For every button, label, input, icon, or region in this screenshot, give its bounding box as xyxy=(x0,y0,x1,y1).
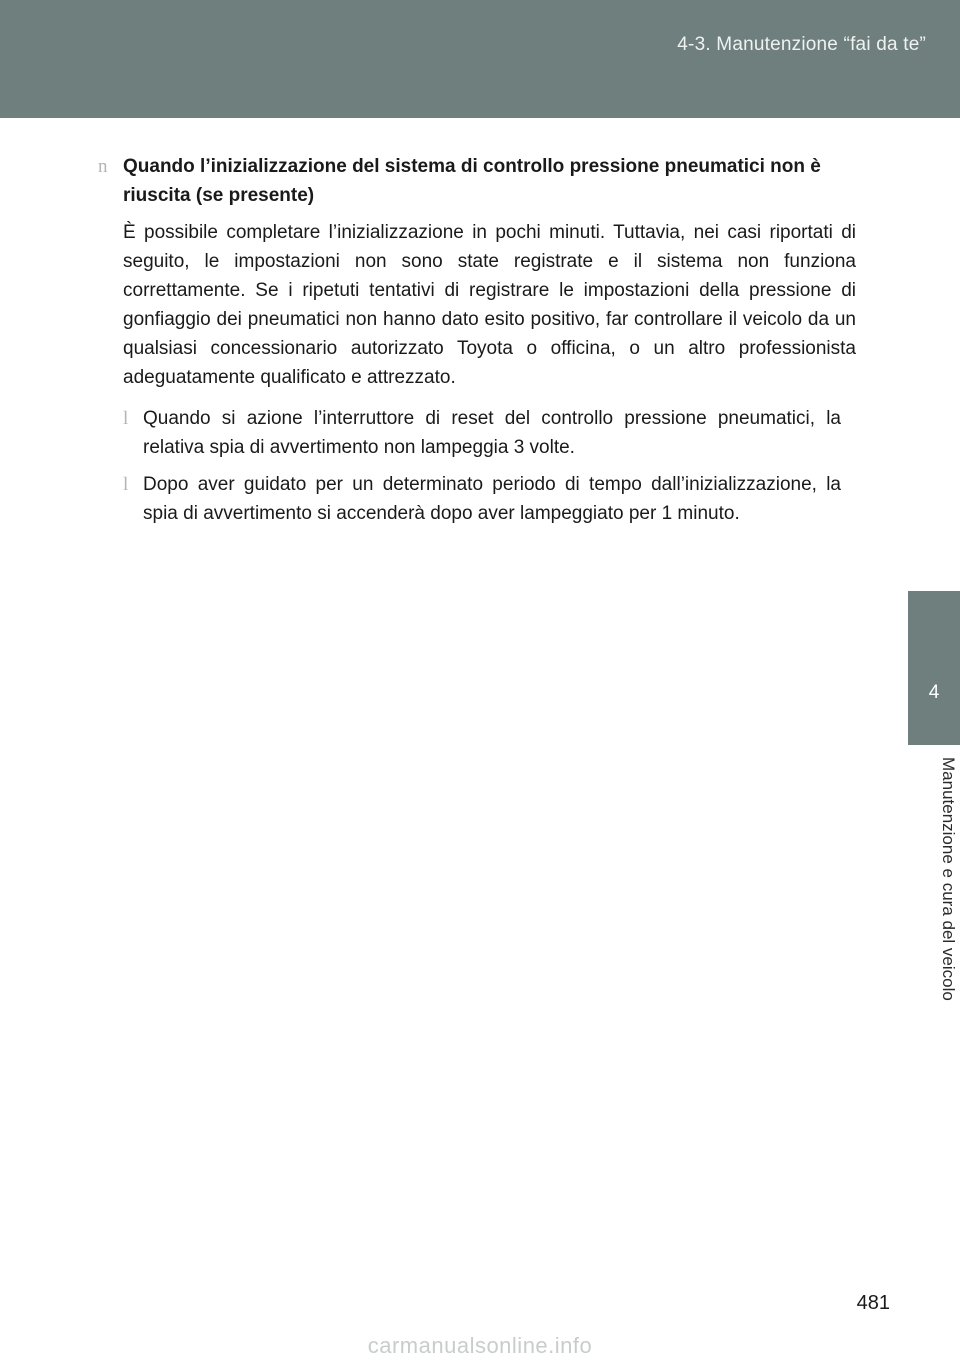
heading-text: Quando l’inizializzazione del sistema di controllo pressione pneumatici non è riuscita (se presente) xyxy=(123,156,821,206)
bullet-list xyxy=(123,404,841,528)
section-title: 4-3. Manutenzione “fai da te” xyxy=(677,34,926,55)
page-number: 481 xyxy=(856,1292,890,1314)
watermark: carmanualsonline.info xyxy=(367,1333,593,1358)
section-heading xyxy=(98,152,856,210)
list-item xyxy=(123,404,841,462)
bullet-icon: l xyxy=(123,408,129,429)
header-band xyxy=(0,0,960,118)
body-paragraph: È possibile completare l’inizializzazione in pochi minuti. Tuttavia, nei casi riportati di seguito, le impostazioni non sono state registrate e il sistema non funziona correttamente. Se i ripetuti tentativi di registrare le impostazioni della pressione di gonfiaggio dei pneumatici non hanno dato esito positivo, far controllare il veicolo da un qualsiasi concessionario autorizzato Toyota o officina, o un altro professionista adeguatamente qualificato e attrezzato. xyxy=(123,222,856,388)
list-item xyxy=(123,470,841,528)
bullet-text: Dopo aver guidato per un determinato periodo di tempo dall’inizializzazione, la spia di avvertimento si accenderà dopo aver lampeggiato per 1 minuto. xyxy=(143,474,841,524)
chapter-label: Manutenzione e cura del veicolo xyxy=(939,757,958,1001)
bullet-text: Quando si azione l’interruttore di reset del controllo pressione pneumatici, la relativa spia di avvertimento non lampeggia 3 volte. xyxy=(143,408,841,458)
heading-marker-icon: n xyxy=(98,156,108,177)
bullet-icon: l xyxy=(123,474,129,495)
chapter-number: 4 xyxy=(928,682,940,703)
chapter-tab xyxy=(908,591,960,745)
main-content xyxy=(98,152,856,536)
